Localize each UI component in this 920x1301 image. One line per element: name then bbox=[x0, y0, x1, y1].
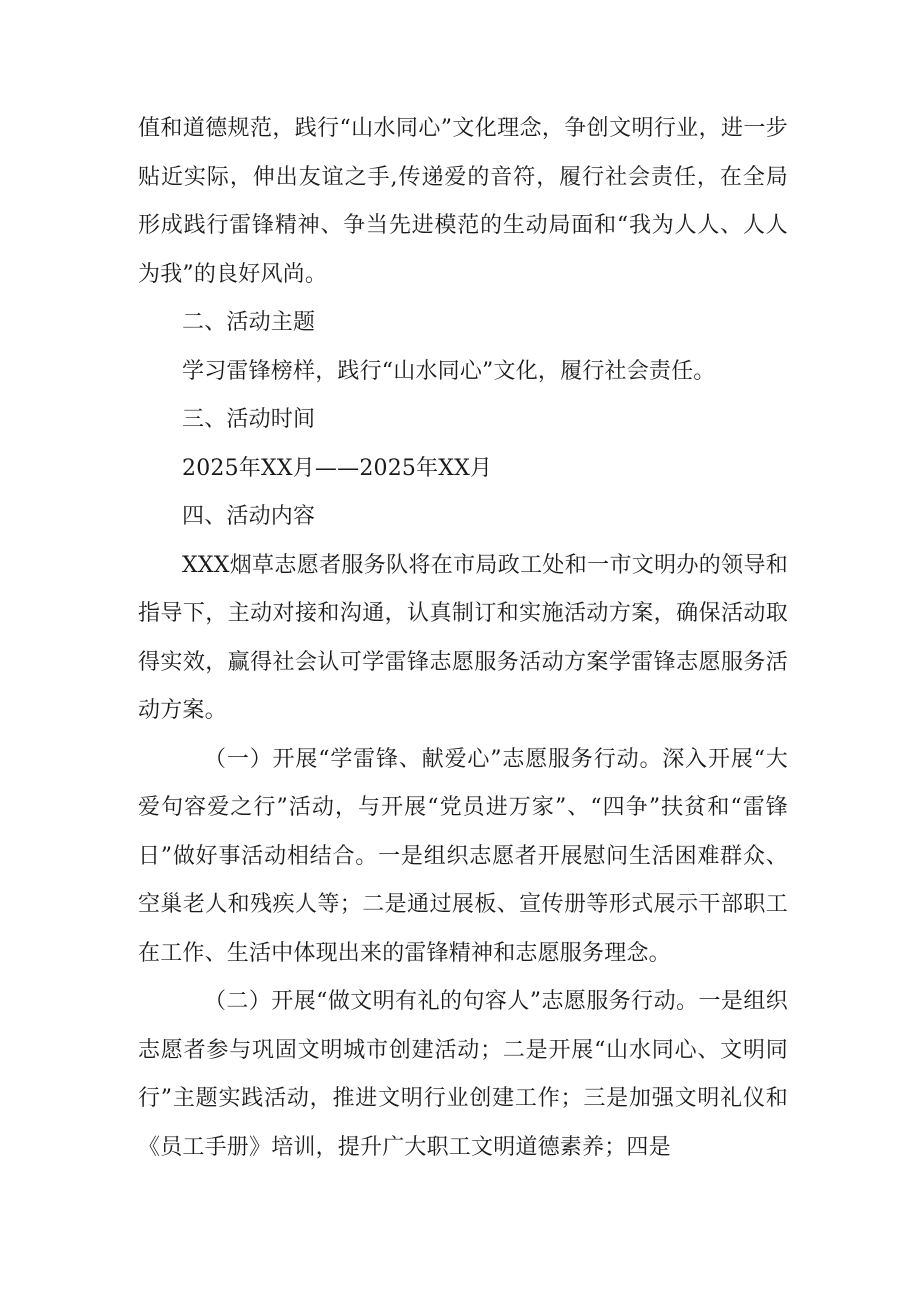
body-paragraph: XXX烟草志愿者服务队将在市局政工处和一市文明办的领导和指导下，主动对接和沟通，认真制订和实施活动方案，确保活动取得实效，赢得社会认可学雷锋志愿服务活动方案学雷锋志愿服务活动方案。 bbox=[138, 552, 788, 723]
document-body bbox=[138, 105, 788, 1172]
body-paragraph: 学习雷锋榜样，践行“山水同心”文化，履行社会责任。 bbox=[182, 358, 716, 384]
section-heading-theme: 二、活动主题 bbox=[182, 310, 316, 335]
body-paragraph-item-2: （二）开展“做文明有礼的句容人”志愿服务行动。一是组织志愿者参与巩固文明城市创建活动；二是开展“山水同心、文明同行”主题实践活动，推进文明行业创建工作；三是加强文明礼仪和《员工手册》培训，提升广大职工文明道德素养；四是 bbox=[138, 989, 788, 1160]
body-paragraph: 值和道德规范，践行“山水同心”文化理念，争创文明行业，进一步贴近实际，伸出友谊之手,传递爱的音符，履行社会责任，在全局形成践行雷锋精神、争当先进模范的生动局面和“我为人人、人人为我”的良好风尚。 bbox=[138, 116, 788, 287]
section-heading-time: 三、活动时间 bbox=[182, 407, 316, 432]
body-paragraph-date-range: 2025年XX月——2025年XX月 bbox=[182, 455, 493, 481]
section-heading-content: 四、活动内容 bbox=[182, 504, 316, 529]
body-paragraph-item-1: （一）开展“学雷锋、献爱心”志愿服务行动。深入开展“大爱句容爱之行”活动，与开展“党员进万家”、“四争”扶贫和“雷锋日”做好事活动相结合。一是组织志愿者开展慰问生活困难群众、空巢老人和残疾人等；二是通过展板、宣传册等形式展示干部职工在工作、生活中体现出来的雷锋精神和志愿服务理念。 bbox=[138, 746, 788, 966]
